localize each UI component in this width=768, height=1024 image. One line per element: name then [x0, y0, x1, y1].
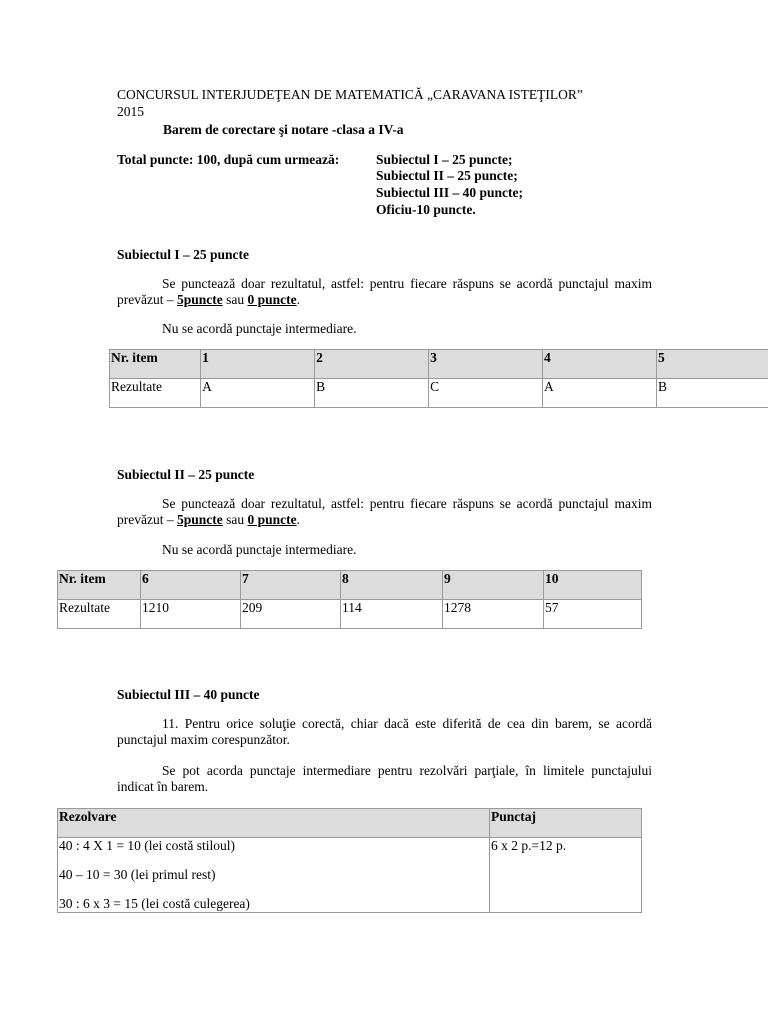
section-heading: Subiectul II – 25 puncte	[117, 467, 255, 482]
table-row	[58, 838, 642, 913]
table-cell: 7	[241, 571, 341, 600]
section-paragraph: Se pot acorda punctaje intermediare pentru rezolvări parţiale, în limitele punctajului indicat în barem.	[117, 763, 652, 794]
zero-points: 0 puncte	[247, 292, 297, 307]
max-points: 5puncte	[176, 512, 223, 527]
table-header-punctaj: Punctaj	[490, 809, 642, 838]
table-cell: 3	[429, 350, 543, 379]
section-heading: Subiectul I – 25 puncte	[117, 247, 250, 262]
table-cell: 9	[443, 571, 544, 600]
table-cell: 5	[656, 350, 768, 379]
section-paragraph	[117, 496, 652, 528]
paragraph-text: Se punctează doar rezultatul, astfel: pentru fiecare răspuns se acordă punctajul maxim prevăzut –	[117, 496, 652, 527]
solution-table	[57, 808, 642, 913]
table-cell: C	[429, 379, 543, 408]
breakdown-item: Subiectul I – 25 puncte;	[376, 152, 513, 167]
section-note: Nu se acordă punctaje intermediare.	[162, 542, 357, 557]
table-cell: A	[201, 379, 315, 408]
document-year: 2015	[117, 104, 144, 119]
solution-line: 30 : 6 x 3 = 15 (lei costă culegerea)	[59, 896, 250, 911]
paragraph-text: Se punctează doar rezultatul, astfel: pentru fiecare răspuns se acordă punctajul maxim prevăzut –	[117, 276, 652, 307]
table-cell: 57	[544, 600, 642, 629]
paragraph-text: .	[296, 512, 301, 527]
solution-line: 40 : 4 X 1 = 10 (lei costă stiloul)	[59, 838, 235, 853]
zero-points: 0 puncte	[247, 512, 297, 527]
table-row	[110, 350, 768, 379]
table-cell: 10	[544, 571, 642, 600]
max-points: 5puncte	[176, 292, 223, 307]
total-points-label: Total puncte: 100, după cum urmează:	[117, 152, 340, 167]
section-note: Nu se acordă punctaje intermediare.	[162, 321, 357, 336]
table-cell: B	[315, 379, 429, 408]
table-cell: Nr. item	[58, 571, 141, 600]
table-cell: 114	[341, 600, 443, 629]
paragraph-text: sau	[222, 292, 248, 307]
answers-table-1	[109, 349, 768, 408]
document-title: CONCURSUL INTERJUDEŢEAN DE MATEMATICĂ „CARAVANA ISTEŢILOR”	[117, 87, 583, 102]
table-cell: 6	[141, 571, 241, 600]
table-cell: 1278	[443, 600, 544, 629]
table-cell: Rezultate	[110, 379, 201, 408]
table-cell: B	[656, 379, 768, 408]
table-cell: 4	[543, 350, 657, 379]
section-paragraph	[117, 276, 652, 308]
section-paragraph: 11. Pentru orice soluţie corectă, chiar dacă este diferită de cea din barem, se acordă punctajul maxim corespunzător.	[117, 716, 652, 747]
table-row	[58, 809, 642, 838]
breakdown-item: Oficiu-10 puncte.	[376, 202, 476, 217]
paragraph-text: .	[296, 292, 301, 307]
breakdown-item: Subiectul II – 25 puncte;	[376, 168, 518, 183]
paragraph-text: sau	[222, 512, 248, 527]
solution-line: 40 – 10 = 30 (lei primul rest)	[59, 867, 216, 882]
table-cell: 1	[201, 350, 315, 379]
section-heading: Subiectul III – 40 puncte	[117, 687, 260, 702]
document-subtitle: Barem de corectare şi notare -clasa a IV-a	[163, 122, 404, 137]
table-cell: A	[543, 379, 657, 408]
breakdown-item: Subiectul III – 40 puncte;	[376, 185, 524, 200]
table-cell: 8	[341, 571, 443, 600]
solution-cell	[58, 838, 490, 913]
table-cell: Nr. item	[110, 350, 201, 379]
table-row	[58, 600, 642, 629]
table-row	[58, 571, 642, 600]
table-cell: 1210	[141, 600, 241, 629]
score-cell: 6 x 2 p.=12 p.	[490, 838, 642, 913]
table-cell: Rezultate	[58, 600, 141, 629]
table-header-rezolvare: Rezolvare	[58, 809, 490, 838]
table-cell: 2	[315, 350, 429, 379]
answers-table-2	[57, 570, 642, 629]
table-cell: 209	[241, 600, 341, 629]
table-row	[110, 379, 768, 408]
